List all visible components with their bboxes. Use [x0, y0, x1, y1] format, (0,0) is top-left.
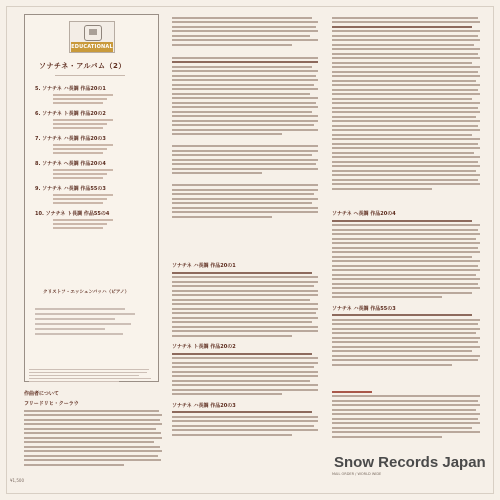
- middle-text-upper: [172, 14, 320, 220]
- section-heading: ソナチネ ハ長調 作品20の3: [172, 402, 236, 409]
- track-listing-panel: [24, 14, 159, 382]
- track-item: 7. ソナチネ ハ長調 作品20の3: [35, 135, 153, 154]
- right-text-middle: [332, 210, 482, 368]
- watermark-brand: Snow Records Japan: [334, 454, 486, 471]
- section-heading: ソナチネ ハ長調 作品55の3: [332, 305, 396, 312]
- section-heading: ソナチネ ハ長調 作品20の1: [172, 263, 236, 269]
- right-text-upper: [332, 14, 482, 192]
- educational-badge: EDUCATIONAL: [71, 44, 113, 50]
- label-logo: [69, 21, 115, 53]
- performer-credit: クリストフ・エッシェンバッハ（ピアノ）: [43, 290, 130, 295]
- watermark-sub: MAIL ORDER / WORLD WIDE: [332, 472, 382, 476]
- track-list: [35, 85, 153, 235]
- middle-text-lower: [172, 262, 320, 438]
- section-heading: ソナチネ ト長調 作品20の2: [172, 344, 236, 350]
- track-item: 5. ソナチネ ハ長調 作品20の1: [35, 85, 153, 104]
- composer-name: フリードリヒ・クーラウ: [24, 401, 79, 407]
- divider: [55, 75, 125, 76]
- section-heading: ソナチネ ヘ長調 作品20の4: [332, 211, 396, 217]
- fine-print: [29, 367, 153, 384]
- price-code: ¥1,500: [10, 478, 24, 483]
- right-text-lower: [332, 388, 482, 440]
- track-item: 10. ソナチネ ト長調 作品55の4: [35, 210, 153, 229]
- label-emblem-icon: [84, 25, 102, 41]
- track-item: 6. ソナチネ ト長調 作品20の2: [35, 110, 153, 129]
- album-title: ソナチネ・アルバム（2）: [39, 62, 126, 70]
- composer-notes: [24, 390, 164, 468]
- composer-heading: 作曲者について: [24, 391, 59, 397]
- track-item: 9. ソナチネ ハ長調 作品55の3: [35, 185, 153, 204]
- track-item: 8. ソナチネ ヘ長調 作品20の4: [35, 160, 153, 179]
- production-credits: [35, 305, 147, 338]
